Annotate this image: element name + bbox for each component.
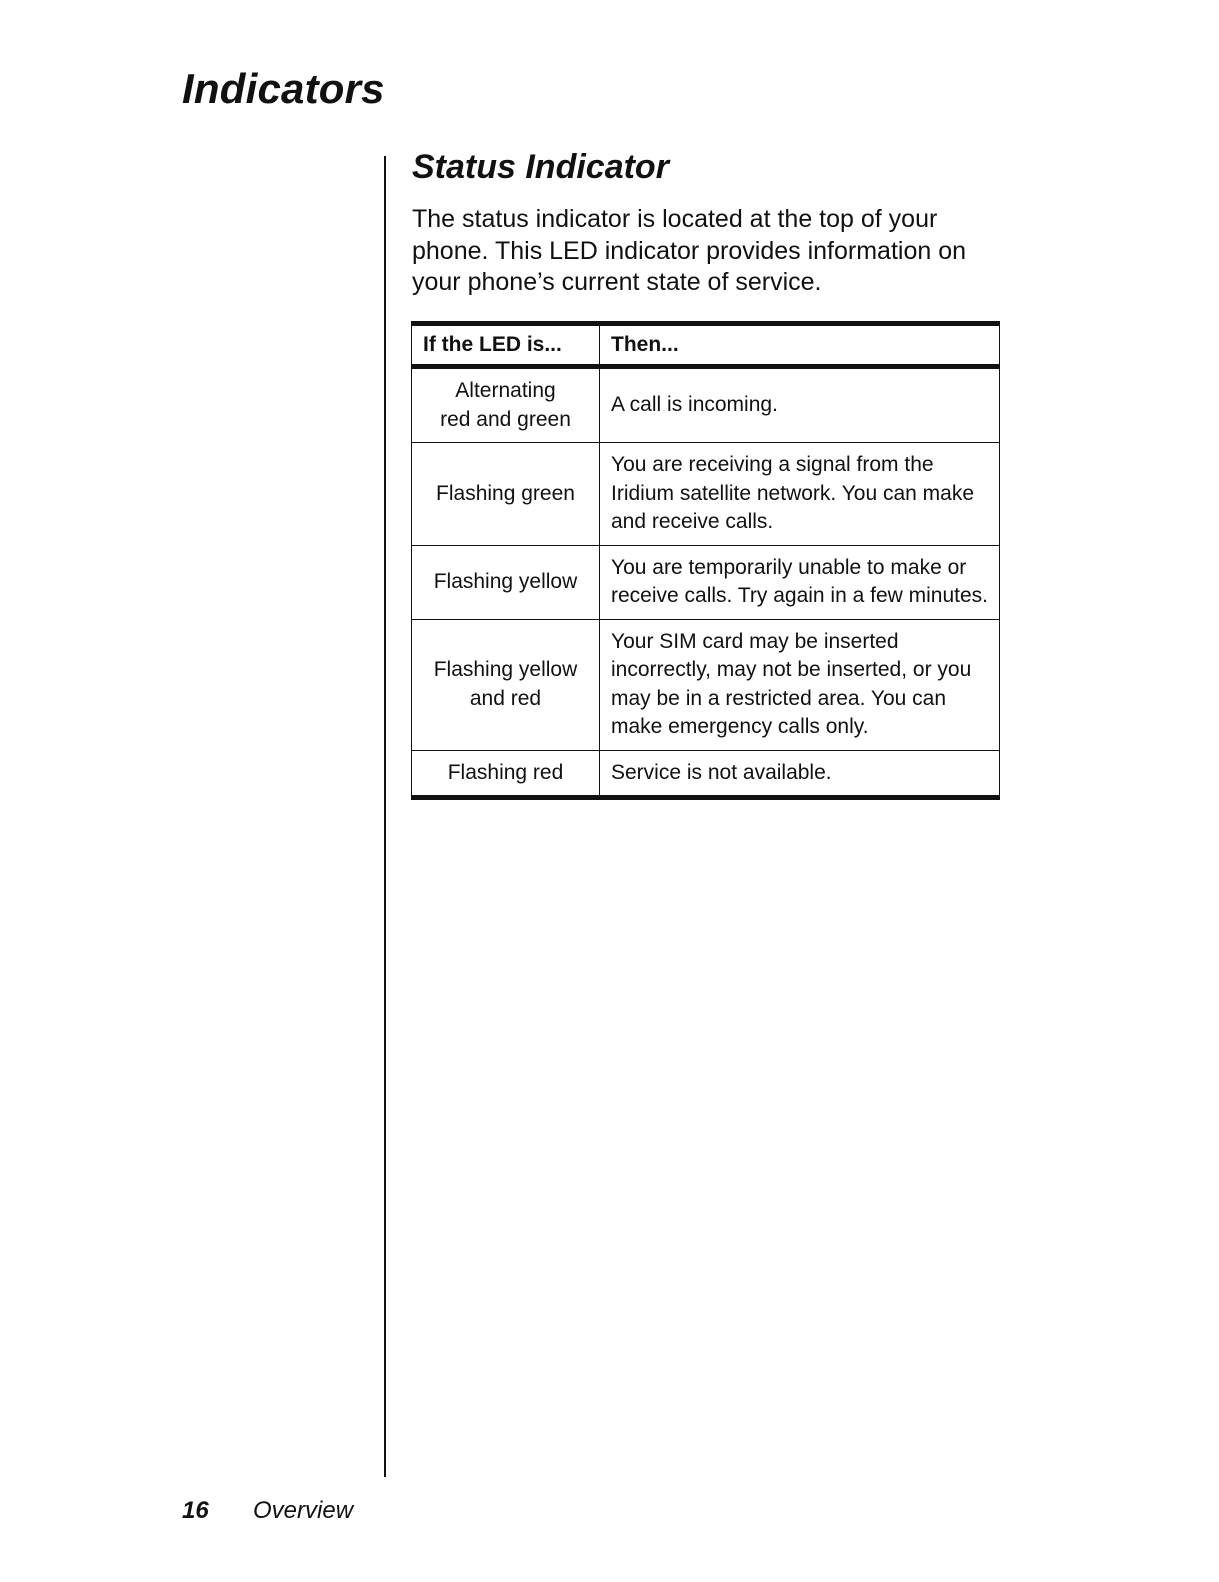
led-state-cell: Flashing yellow and red [412,619,600,750]
table-row [412,545,1000,619]
page-number: 16 [182,1497,209,1524]
table-row [412,750,1000,798]
led-state-cell: Alternating red and green [412,367,600,443]
margin-rule [384,156,386,1477]
intro-paragraph: The status indicator is located at the top of your phone. This LED indicator provides information on your phone’s current state of service. [412,205,967,296]
footer-section-label: Overview [253,1497,354,1524]
led-state-cell: Flashing yellow [412,545,600,619]
table-row [412,443,1000,546]
meaning-cell: Service is not available. [600,750,1000,798]
led-state-cell: Flashing green [412,443,600,546]
table-header-row [412,324,1000,367]
table-row [412,367,1000,443]
chapter-title: Indicators [182,65,385,112]
table-row [412,619,1000,750]
led-status-table [411,321,1000,800]
meaning-cell: You are receiving a signal from the Iridium satellite network. You can make and receive calls. [600,443,1000,546]
meaning-cell: A call is incoming. [600,367,1000,443]
section-title: Status Indicator [412,148,669,186]
header-then: Then... [600,324,1000,367]
meaning-cell: You are temporarily unable to make or receive calls. Try again in a few minutes. [600,545,1000,619]
header-led: If the LED is... [412,324,600,367]
led-state-cell: Flashing red [412,750,600,798]
meaning-cell: Your SIM card may be inserted incorrectly, may not be inserted, or you may be in a restricted area. You can make emergency calls only. [600,619,1000,750]
